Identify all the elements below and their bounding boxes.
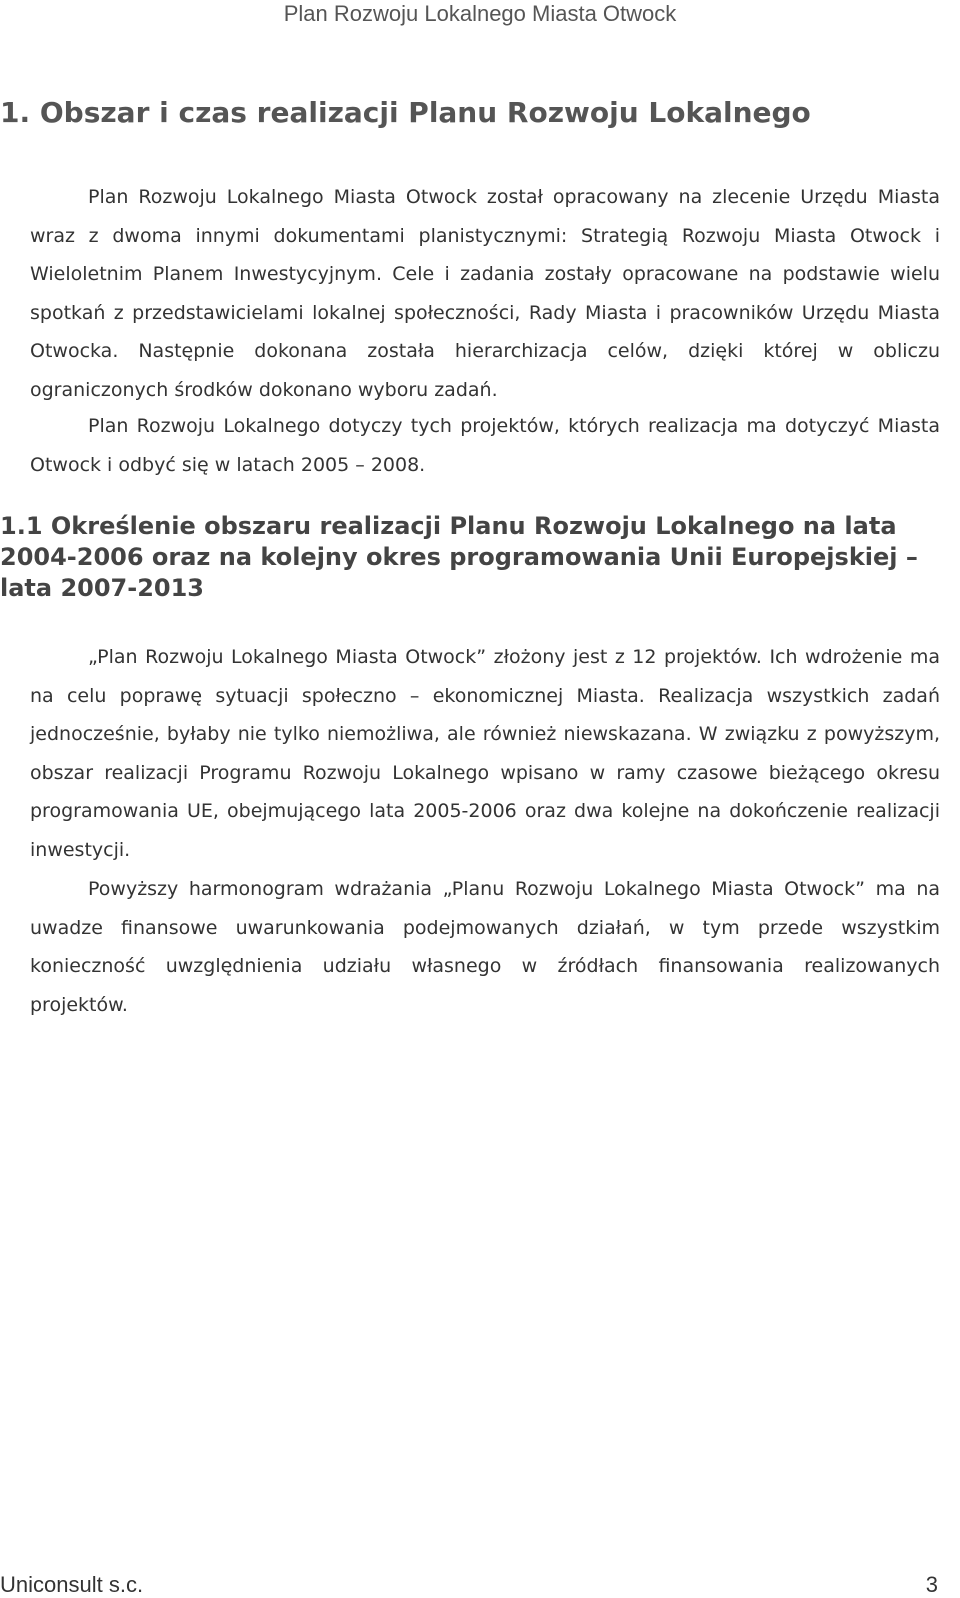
section-heading: 1. Obszar i czas realizacji Planu Rozwoju Lokalnego <box>0 96 811 129</box>
body-paragraph <box>30 870 940 1024</box>
page-number: 3 <box>925 1572 938 1597</box>
paragraph-text: Powyższy harmonogram wdrażania „Planu Rozwoju Lokalnego Miasta Otwock” ma na uwadze finansowe uwarunkowania podejmowanych działań, w tym przede wszystkim konieczność uwzględnienia udziału własnego w źródłach finansowania realizowanych projektów. <box>30 878 940 1016</box>
running-header: Plan Rozwoju Lokalnego Miasta Otwock <box>283 1 677 26</box>
body-paragraph <box>30 407 940 484</box>
footer-company: Uniconsult s.c. <box>0 1572 144 1597</box>
paragraph-text: „Plan Rozwoju Lokalnego Miasta Otwock” złożony jest z 12 projektów. Ich wdrożenie ma na celu poprawę sytuacji społeczno – ekonomicznej Miasta. Realizacja wszystkich zadań jednocześnie, byłaby nie tylko niemożliwa, ale również niewskazana. W związku z powyższym, obszar realizacji Programu Rozwoju Lokalnego wpisano w ramy czasowe bieżącego okresu programowania UE, obejmującego lata 2005-2006 oraz dwa kolejne na dokończenie realizacji inwestycji. <box>30 646 940 861</box>
body-paragraph <box>30 178 940 409</box>
paragraph-text: Plan Rozwoju Lokalnego dotyczy tych projektów, których realizacja ma dotyczyć Miasta Otwock i odbyć się w latach 2005 – 2008. <box>30 415 940 476</box>
paragraph-text: Plan Rozwoju Lokalnego Miasta Otwock został opracowany na zlecenie Urzędu Miasta wraz z dwoma innymi dokumentami planistycznymi: Strategią Rozwoju Miasta Otwock i Wieloletnim Planem Inwestycyjnym. Cele i zadania zostały opracowane na podstawie wielu spotkań z przedstawicielami lokalnej społeczności, Rady Miasta i pracowników Urzędu Miasta Otwocka. Następnie dokonana została hierarchizacja celów, dzięki której w obliczu ograniczonych środków dokonano wyboru zadań. <box>30 186 940 401</box>
subsection-heading: 1.1 Określenie obszaru realizacji Planu Rozwoju Lokalnego na lata 2004-2006 oraz na kolejny okres programowania Unii Europejskiej – lata 2007-2013 <box>0 512 918 602</box>
body-paragraph <box>30 638 940 869</box>
